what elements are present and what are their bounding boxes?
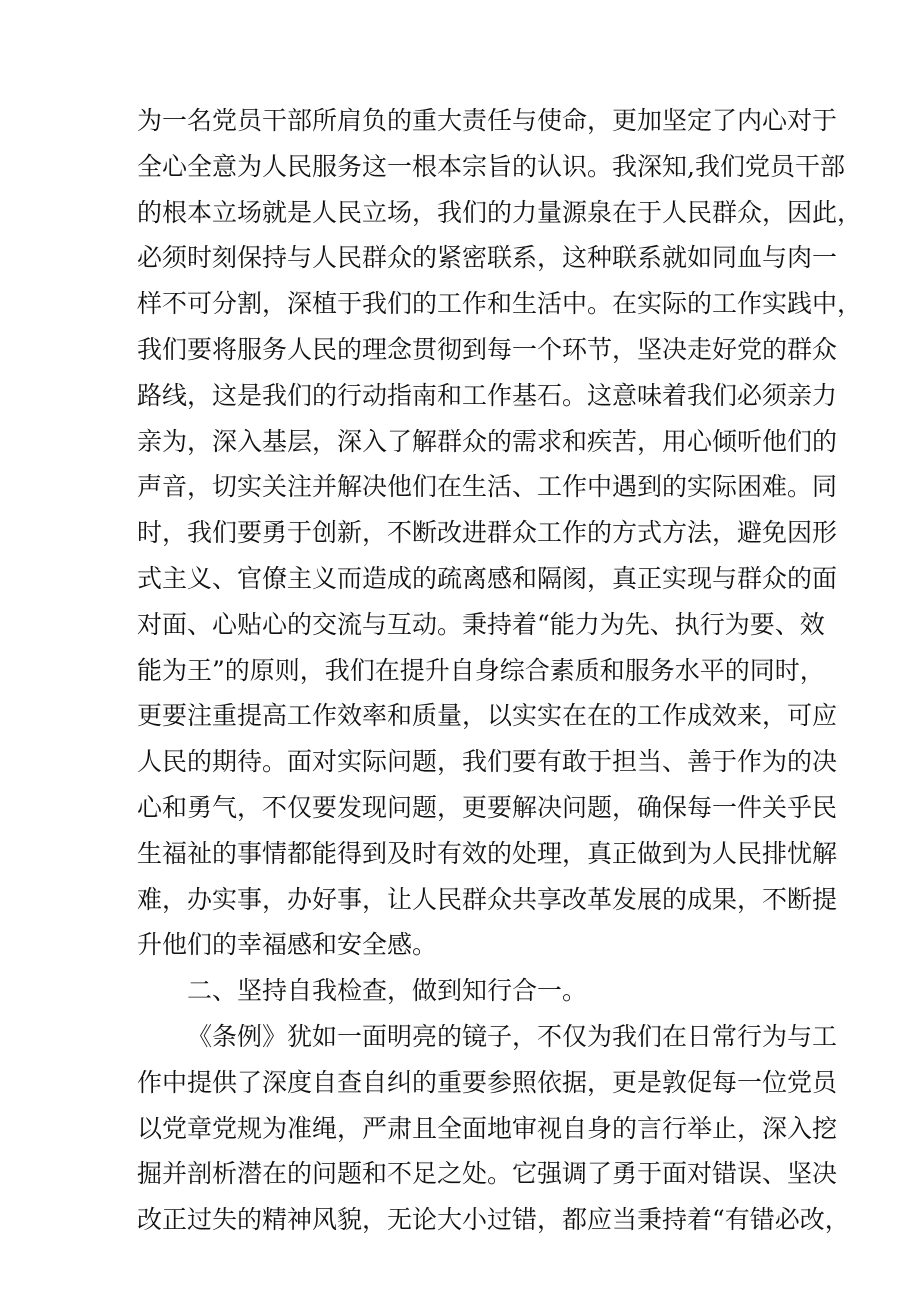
paragraph-1 (137, 98, 863, 968)
text-line: 时，我们要勇于创新，不断改进群众工作的方式方法，避免因形 (137, 518, 838, 548)
text-line: 声音，切实关注并解决他们在生活、工作中遇到的实际困难。同 (137, 472, 838, 502)
document-body (137, 98, 863, 1243)
text-line: 样不可分割，深植于我们的工作和生活中。在实际的工作实践中， (137, 289, 863, 319)
text-line: 难，办实事，办好事，让人民群众共享改革发展的成果，不断提 (137, 884, 838, 914)
text-line: 作中提供了深度自查自纠的重要参照依据，更是敦促每一位党员 (137, 1067, 838, 1097)
text-line: 为一名党员干部所肩负的重大责任与使命，更加坚定了内心对于 (137, 106, 838, 135)
paragraph-2 (137, 1014, 850, 1243)
text-line: 全心全意为人民服务这一根本宗旨的认识。我深知,我们党员干部 (137, 151, 845, 181)
text-line: 能为王”的原则，我们在提升自身综合素质和服务水平的同时， (137, 655, 825, 685)
text-line: 人民的期待。面对实际问题，我们要有敢于担当、善于作为的决 (137, 747, 838, 777)
text-line: 的根本立场就是人民立场，我们的力量源泉在于人民群众，因此， (137, 197, 863, 227)
text-line: 《条例》犹如一面明亮的镜子，不仅为我们在日常行为与工 (187, 1021, 838, 1051)
text-line: 更要注重提高工作效率和质量，以实实在在的工作成效来，可应 (137, 701, 838, 731)
text-line: 对面、心贴心的交流与互动。秉持着“能力为先、执行为要、效 (137, 609, 825, 639)
text-line: 升他们的幸福感和安全感。 (137, 930, 438, 960)
text-line: 生福祉的事情都能得到及时有效的处理，真正做到为人民排忧解 (137, 838, 838, 868)
section-heading: 二、坚持自我检查，做到知行合一。 (187, 976, 588, 1006)
text-line: 亲为，深入基层，深入了解群众的需求和疾苦，用心倾听他们的 (137, 426, 838, 456)
text-line: 我们要将服务人民的理念贯彻到每一个环节，坚决走好党的群众 (137, 334, 838, 364)
text-line: 式主义、官僚主义而造成的疏离感和隔阂，真正实现与群众的面 (137, 563, 838, 593)
text-line: 路线，这是我们的行动指南和工作基石。这意味着我们必须亲力 (137, 380, 838, 410)
text-line: 必须时刻保持与人民群众的紧密联系，这种联系就如同血与肉一 (137, 243, 838, 273)
text-line: 心和勇气，不仅要发现问题，更要解决问题，确保每一件关乎民 (137, 792, 838, 822)
text-line: 掘并剖析潜在的问题和不足之处。它强调了勇于面对错误、坚决 (137, 1159, 838, 1189)
text-line: 改正过失的精神风貌，无论大小过错，都应当秉持着“有错必改， (137, 1205, 850, 1235)
text-line: 以党章党规为准绳，严肃且全面地审视自身的言行举止，深入挖 (137, 1113, 838, 1143)
